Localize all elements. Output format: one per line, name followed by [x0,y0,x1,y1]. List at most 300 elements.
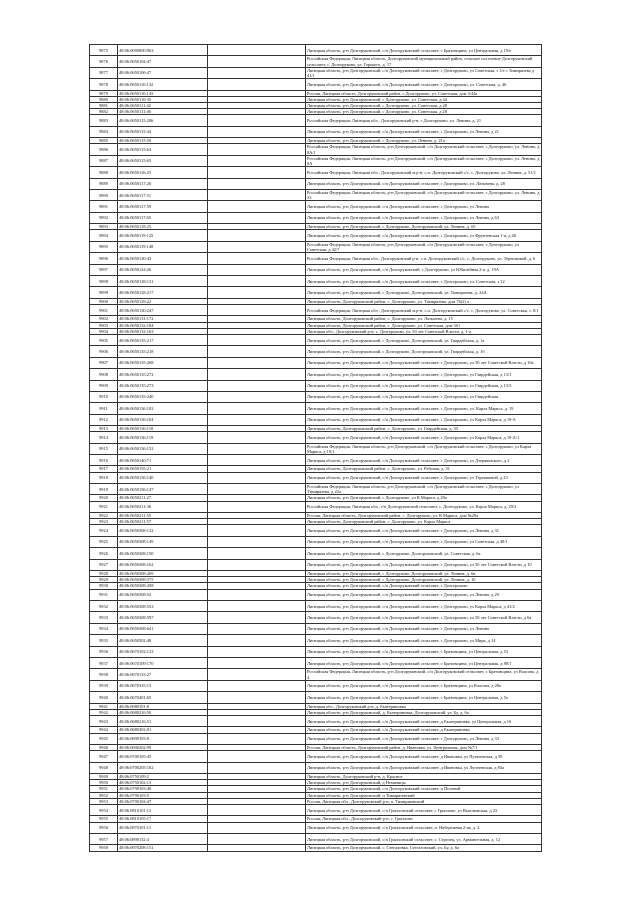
row-number-cell: 9938 [90,669,118,680]
row-number-cell: 9941 [90,703,118,709]
row-number-cell: 9876 [90,56,118,67]
address-cell: Липецкая область, р-н Долгоруковский, с/п Грызловский сельсовет, с Грызлово, ул Выгоновская, д 23 [306,804,542,815]
empty-cell [208,357,306,368]
table-row [90,241,542,252]
cadastral-number-cell: 48:06:0650128:217 [118,287,208,298]
table-row [90,751,542,762]
address-cell: Липецкая область, р-н Долгоруковский, с/п Долгоруковский сельсовет, с Долгоруково, ул Ленина, д 29 [306,589,542,600]
cadastral-number-cell: 48:06:0650136:152 [118,443,208,454]
row-number-cell: 9951 [90,786,118,792]
empty-cell [208,264,306,275]
row-number-cell: 9914 [90,432,118,443]
address-cell: Липецкая область, р-н Долгоруковский, с/п Долгоруковский сельсовет, с Долгоруково, ул Фрунзенская 1-я, д 46 [306,230,542,241]
table-row [90,201,542,212]
address-cell: Липецкая область, Долгоруковский район, с. Долгоруково, ул. Гвардейская, д. 35 [306,426,542,432]
cadastral-number-cell: 48:06:0650136:119 [118,432,208,443]
address-cell: Липецкая область, р-н Долгоруковский, с/п Долгоруковский сельсовет, п Полевой [306,786,542,792]
empty-cell [208,241,306,252]
cadastral-number-cell: 48:06:0650156:147 [118,484,208,495]
cadastral-number-cell: 48:06:0650308:553 [118,601,208,612]
cadastral-number-cell: 48:06:0650136:102 [118,403,208,414]
table-row [90,501,542,512]
cadastral-number-cell: 48:06:0650124:26 [118,264,208,275]
cadastral-number-cell: 48:06:0650130:247 [118,304,208,315]
address-cell: Липецкая область, р-н Долгоруковский, с Долгоруково, ул. Советская, д 28 [306,103,542,109]
cadastral-number-cell: 48:06:0680302:81 [118,727,208,733]
row-number-cell: 9905 [90,334,118,345]
row-number-cell: 9922 [90,513,118,519]
cadastral-number-cell: 48:06:0680101:8 [118,703,208,709]
address-cell: Липецкая область, р-н Долгоруковский, с/п Долгоруковский сельсовет, с Долгоруково, ул. Советская, з 12 [306,275,542,286]
address-cell: Липецкая обл., Долгоруковский р-н, с. Долгоруково, ул. 50 лет Советской Власти, д. 1-а [306,328,542,334]
address-cell: Липецкая область, р-н Долгоруковский, с/п Грызловский сельсовет, п. Набережная 2-ая, д. 2 [306,822,542,833]
cadastral-number-cell: 48:06:0670401:65 [118,692,208,703]
table-row [90,692,542,703]
empty-cell [208,536,306,547]
empty-cell [208,484,306,495]
address-cell: Российская Федерация, Липецкая обл., Долгоруковский р-н, с Долгоруково, ул. Ленина, д. 21 [306,115,542,126]
address-cell: Липецкая область, р-н Долгоруковский, с/п Долгоруковский сельсовет, с Долгоруково, ул Карла Маркса, д 41/2 [306,601,542,612]
table-row [90,472,542,483]
row-number-cell: 9957 [90,833,118,844]
row-number-cell: 9939 [90,680,118,691]
cadastral-number-cell: 48:06:0650211:36 [118,501,208,512]
address-cell: Липецкая область, р-н Долгоруковский, д Неманицы [306,780,542,786]
address-cell: Липецкая область, р-н Долгоруковский, с Долгоруково, ул. Советская, д 44 [306,96,542,102]
cadastral-number-cell: 48:06:0670335:15 [118,680,208,691]
row-number-cell: 9918 [90,472,118,483]
address-cell: Липецкая область, р-н Долгоруковский, с/п Долгоруковский сельсовет, д Ивановка, ул Пугачевская, д 39 [306,751,542,762]
address-cell: Российская Федерация, Липецкая область, Долгоруковский муниципальный район, сельское поселение Долгоруковский сельсовет, с. Долгоруково, ул. Горького, д. 17 [306,56,542,67]
table-row [90,275,542,286]
row-number-cell: 9932 [90,601,118,612]
address-cell: Липецкая область, р-н Долгоруковский, с/п Долгоруковский сельсовет, с Братовщина, ул Центральная, д 53 [306,646,542,657]
row-number-cell: 9958 [90,845,118,851]
row-number-cell: 9915 [90,443,118,454]
table-row [90,669,542,680]
empty-cell [208,646,306,657]
row-number-cell: 9879 [90,90,118,96]
cadastral-number-cell: 48:06:0650155:21 [118,466,208,472]
address-cell: Липецкая область, р-н Долгоруковский, с Долгоруково, Долгоруковский, ул. Ленина, д. 10 [306,577,542,583]
address-cell: Липецкая область, р-н Долгоруковский, с/п Долгоруковский сельсовет, с Братовщина, ул Центральная, д 88/1 [306,657,542,668]
cadastral-number-cell: 48:06:0650308:458 [118,583,208,589]
row-number-cell: 9911 [90,403,118,414]
row-number-cell: 9896 [90,253,118,264]
table-row [90,391,542,402]
address-cell: Липецкая область, Долгоруковский район, с. Долгоруково, ул. Лазычева, д. 15 [306,316,542,322]
cadastral-number-cell: 48:06:0650136:104 [118,414,208,425]
cadastral-number-cell: 48:06:0970208:151 [118,845,208,851]
empty-cell [208,253,306,264]
address-cell: Россия, Липецкая область, Долгоруковский район, д. Ивановка, ул. Центральная, дом №7/1 [306,744,542,750]
table-row [90,115,542,126]
cadastral-number-cell: 48:06:0650119:125 [118,230,208,241]
cadastral-number-cell: 48:06:0750109:2 [118,773,208,779]
table-row [90,646,542,657]
address-cell: Липецкая область, Долгоруковский район, с. Долгоруково, ул. Тимирязева, дом 76(2) а [306,298,542,304]
cadastral-number-cell: 48:06:0650211:27 [118,495,208,501]
cadastral-number-cell: 48:06:0650115:50 [118,138,208,144]
row-number-cell: 9946 [90,744,118,750]
row-number-cell: 9883 [90,115,118,126]
address-cell: Липецкая область, р-н Долгоруковский, с Долгоруково, ул. Ленина, д. 21а [306,138,542,144]
address-cell: Липецкая область, р-н Долгоруковский, с Долгоруково, Долгоруковский, ул. Гвардейская, д. 1а [306,334,542,345]
empty-cell [208,115,306,126]
table-row [90,230,542,241]
cadastral-number-cell: 48:06:0650111:42 [118,103,208,109]
empty-cell [208,45,306,56]
row-number-cell: 9897 [90,264,118,275]
address-cell: Липецкая область, р-н Долгоруковский, с/п Долгоруковский сельсовет, с Долгоруково, ул Ленина, д 21 [306,126,542,137]
cadastral-number-cell: 48:06:0650308:122 [118,525,208,536]
cadastral-number-cell: 48:06:0650308:269 [118,571,208,577]
row-number-cell: 9949 [90,773,118,779]
empty-cell [208,287,306,298]
address-cell: Липецкая область, р-н Долгоруковский, с Долгоруково, Долгоруковский, ул. Советская, д. 6а [306,548,542,559]
address-cell: Липецкая обл., Долгоруковский р-н, д. Екатериновка [306,703,542,709]
empty-cell [208,822,306,833]
row-number-cell: 9910 [90,391,118,402]
empty-cell [208,525,306,536]
row-number-cell: 9948 [90,762,118,773]
cadastral-number-cell: 48:06:0650308:641 [118,623,208,634]
row-number-cell: 9954 [90,804,118,815]
table-row [90,56,542,67]
cadastral-number-cell: 48:06:0650135:268 [118,357,208,368]
table-row [90,762,542,773]
address-cell: Липецкая область, р-н Долгоруковский, с/п Долгоруковский сельсовет, с Долгоруково, ул 50 лет Советской Власти, д 10 [306,559,542,570]
address-cell: Липецкая область, р-н Долгоруковский, с/п Долгоруковский сельсовет, с Долгоруково, ул Гвардейская, д 13/1 [306,369,542,380]
cadastral-number-cell: 48:06:0650211:55 [118,513,208,519]
cadastral-number-cell: 48:06:0650115:206 [118,115,208,126]
row-number-cell: 9885 [90,138,118,144]
row-number-cell: 9886 [90,144,118,155]
table-row [90,715,542,726]
row-number-cell: 9887 [90,155,118,166]
cadastral-number-cell: 48:06:0650104:47 [118,56,208,67]
cadastral-number-cell: 48:06:0650308:162 [118,559,208,570]
row-number-cell: 9891 [90,201,118,212]
table-row [90,357,542,368]
row-number-cell: 9902 [90,316,118,322]
row-number-cell: 9906 [90,346,118,357]
cadastral-number-cell: 48:06:0650136:118 [118,426,208,432]
empty-cell [208,751,306,762]
address-cell: Липецкая область, р-н Долгоруковский, с/п Долгоруковский сельсовет, с Долгоруково, ул Терешковой, д 23 [306,472,542,483]
table-row [90,287,542,298]
address-cell: Липецкая область, р-н Долгоруковский, с/п Долгоруковский сельсовет, с Долгоруково, ул 50 лет Советской Власти, д 6а [306,612,542,623]
cadastral-number-cell: 48:06:0650135:217 [118,334,208,345]
cadastral-number-cell: 48:06:0670133:27 [118,669,208,680]
empty-cell [208,472,306,483]
cadastral-number-cell: 48:06:0650118:25 [118,224,208,230]
empty-cell [208,230,306,241]
row-number-cell: 9901 [90,304,118,315]
cadastral-number-cell: 48:06:0650135:272 [118,369,208,380]
table-row [90,833,542,844]
empty-cell [208,692,306,703]
table-row [90,432,542,443]
cadastral-number-cell: 48:06:0650110:143 [118,90,208,96]
row-number-cell: 9894 [90,230,118,241]
table-row [90,601,542,612]
row-number-cell: 9953 [90,798,118,804]
cadastral-number-cell: 48:06:0810105:17 [118,816,208,822]
address-cell: Липецкая область, р-н Долгоруковский, с/п Грызловский сельсовет, с. Стрелец, ул. Армавтельная, д. 12 [306,833,542,844]
row-number-cell: 9929 [90,577,118,583]
address-cell: Липецкая область, р-н Долгоруковский, с/п Долгоруковский сельсовет, с Долгоруково, ул Гвардейская [306,391,542,402]
address-cell: Липецкая область, Долгоруковский район, с. Долгоруково, ул. Рабочая, д. 31 [306,466,542,472]
empty-cell [208,455,306,466]
row-number-cell: 9947 [90,751,118,762]
empty-cell [208,715,306,726]
row-number-cell: 9926 [90,548,118,559]
address-cell: Липецкая область, р-н Долгоруковский, с/п Долгоруковский сельсовет, с Долгоруково, ул 50 лет Советской Власти, д 10а [306,357,542,368]
row-number-cell: 9928 [90,571,118,577]
address-cell: Российская Федерация, Липецкая обл., Долгоруковский м.р-н, с.п. Долгоруковский с/с, с. Долгоруково, ул. Ленина, д. 51/1 [306,167,542,178]
cadastral-number-cell: 48:06:0650117:59 [118,201,208,212]
cadastral-number-cell: 48:06:0690103:8 [118,733,208,744]
cadastral-number-cell: 48:06:0650135:273 [118,380,208,391]
table-row [90,369,542,380]
address-cell: Липецкая область, р-н Долгоруковский, с/п Долгоруковский сельсовет, с Долгоруково, ул. Советская, д. 46 [306,79,542,90]
cadastral-number-cell: 48:06:0650308:150 [118,548,208,559]
table-row [90,45,542,56]
cadastral-number-cell: 48:06:0650156:140 [118,472,208,483]
cadastral-number-cell: 48:06:0750102:13 [118,780,208,786]
empty-cell [208,804,306,815]
cadastral-number-cell: 48:06:0670109:170 [118,657,208,668]
table-row [90,635,542,646]
table-row [90,536,542,547]
table-row [90,264,542,275]
cadastral-number-cell: 48:06:0650117:51 [118,189,208,200]
cadastral-number-cell: 48:06:0650308:149 [118,536,208,547]
address-cell: Липецкая область, р-н Долгоруковский, с/п Долгоруковский сельсовет, с Долгоруково, ул Мира, д 14 [306,635,542,646]
row-number-cell: 9893 [90,224,118,230]
cadastral-number-cell: 48:06:0650502:48 [118,635,208,646]
cadastral-number-cell: 48:06:0650115:65 [118,155,208,166]
address-cell: Липецкая область, р-н Долгоруковский, с/п Долгоруковский сельсовет, с Долгоруково, ул. Лазычева, д. 28 [306,178,542,189]
cadastral-number-cell: 48:06:0670102:123 [118,646,208,657]
empty-cell [208,601,306,612]
table-row [90,559,542,570]
address-cell: Липецкая область, р-н Долгоруковский, с Долгоруково, ул. Советская, д 28 [306,109,542,115]
table-row [90,845,542,851]
row-number-cell: 9877 [90,67,118,78]
empty-cell [208,144,306,155]
table-row [90,680,542,691]
address-cell: Липецкая область, р-н Долгоруковский, с/п Долгоруковский сельсовет, с Братовщина, ул Власова, д 28а [306,680,542,691]
empty-cell [208,79,306,90]
row-number-cell: 9912 [90,414,118,425]
address-cell: Липецкая область, р-н Долгоруковский, с Долгоруково, ул К.Маркса, д 29а [306,495,542,501]
cadastral-number-cell: 48:06:0890132:4 [118,833,208,844]
address-cell: Липецкая область, р-н Долгоруковский, с/п Долгоруковский сельсовет, с Долгоруково, ул Карла Маркса, д 19-А [306,414,542,425]
table-row [90,334,542,345]
row-number-cell: 9884 [90,126,118,137]
empty-cell [208,346,306,357]
cadastral-number-cell: 48:06:0650111:46 [118,109,208,115]
row-number-cell: 9913 [90,426,118,432]
address-cell: Российская Федерация, Липецкая область, р-н Долгоруковский, с/п Долгоруковский сельсовет, с Долгоруково, ул Карла Маркса, д 19/1 [306,443,542,454]
address-cell: Липецкая область, Долгоруковский район, с. Долгоруково, ул. Карла Маркса [306,519,542,525]
address-cell: Липецкая область, р-н Долгоруковский, с/п Долгоруковский сельсовет, с Долгоруково, ул Ленина, д 33 [306,733,542,744]
address-cell: Липецкая область, р-н Долгоруковский, с. Стегаловка, Стегаловский, ул. Бу, д. 6а [306,845,542,851]
empty-cell [208,334,306,345]
row-number-cell: 9925 [90,536,118,547]
address-cell: Липецкая область, р-н Долгоруковский, с/п Долгоруковский сельсовет, с Долгоруково, ул Ленина [306,201,542,212]
cadastral-number-cell: 48:06:0650119:148 [118,241,208,252]
address-cell: Липецкая область, р-н Долгоруковский, с/п Долгоруковский сельсовет, с Долгоруково, ул Ленина [306,623,542,634]
row-number-cell: 9916 [90,455,118,466]
cadastral-number-cell: 48:06:0650132:184 [118,322,208,328]
row-number-cell: 9942 [90,709,118,715]
row-number-cell: 9882 [90,109,118,115]
cadastral-number-cell: 48:06:0690202:99 [118,744,208,750]
address-cell: Россия, Липецкая обл., Долгоруковский р-н, п. Тимирязевский [306,798,542,804]
address-cell: Липецкая область, р-н Долгоруковский, с/п Долгоруковский сельсовет, с Долгоруково, ул Ленина, д 63 [306,212,542,223]
cadastral-number-cell: 48:06:0650115:64 [118,144,208,155]
empty-cell [208,833,306,844]
cadastral-number-cell: 48:06:0650211:57 [118,519,208,525]
cadastral-number-cell: 48:06:0650140:71 [118,455,208,466]
row-number-cell: 9931 [90,589,118,600]
table-row [90,346,542,357]
table-row [90,804,542,815]
address-cell: Российская Федерация, Липецкая область, р-н Долгоруковский, с/п Долгоруковский сельсовет, с Долгоруково, ул. Ленина, д 8А [306,155,542,166]
table-row [90,167,542,178]
row-number-cell: 9943 [90,715,118,726]
registry-table-body [90,45,542,852]
empty-cell [208,178,306,189]
table-row [90,126,542,137]
address-cell: Российская Федерация, Липецкая обл., Долгоруковский р-н, с.п. Долгоруковский с/с, с. Долгоруково, ул. Терешковой, д. 6 [306,253,542,264]
empty-cell [208,432,306,443]
row-number-cell: 9889 [90,178,118,189]
row-number-cell: 9924 [90,525,118,536]
address-cell: Липецкая область, Долгоруковский р-н, д. Красное [306,773,542,779]
table-row [90,822,542,833]
cadastral-number-cell: 48:06:0810101:12 [118,804,208,815]
address-cell: Липецкая область, р-н Долгоруковский, с/п Долгоруковский сельсовет, с Долгоруково, ул Карла Маркса, д 19-А/1 [306,432,542,443]
table-row [90,525,542,536]
cadastral-number-cell: 48:06:0790104:47 [118,798,208,804]
cadastral-number-cell: 48:06:0650120:43 [118,253,208,264]
row-number-cell: 9899 [90,287,118,298]
table-row [90,189,542,200]
address-cell: Липецкая область, р-н Долгоруковский, с/п Долгоруковский сельсовет, с Долгоруково [306,583,542,589]
address-cell: Липецкая область, р-н Долгоруковский, с/п Долгоруковский сельсовет, с Долгоруково, ул Советская, з 1/е с Тимирязева д 41/1 [306,67,542,78]
table-row [90,144,542,155]
address-cell: Липецкая область, р-н Долгоруковский, с/п Долгоруковский сельсовет, д Екатериновка, ул Центральная, д 16 [306,715,542,726]
address-cell: Россия, Липецкая область, Долгоруковский район, с.Долгоруково, ул. Советская, дом 3/44а [306,90,542,96]
address-cell: Российская Федерация, Липецкая область, р-н Долгоруковский, с/п Долгоруковский сельсовет, с Долгоруково, ул Советская, д 42/7 [306,241,542,252]
row-number-cell: 9944 [90,727,118,733]
row-number-cell: 9955 [90,816,118,822]
row-number-cell: 9909 [90,380,118,391]
table-row [90,304,542,315]
address-cell: Липецкая область, р-н Долгоруковский, с/п Долгоруковский, с Долгоруково, ул Юбилейная 2-я, д. 19А [306,264,542,275]
table-row [90,623,542,634]
empty-cell [208,167,306,178]
empty-cell [208,403,306,414]
row-number-cell: 9945 [90,733,118,744]
address-cell: Липецкая область, р-н Долгоруковский, с/п Долгоруковский сельсовет, д Екатериновка [306,727,542,733]
row-number-cell: 9934 [90,623,118,634]
empty-cell [208,548,306,559]
row-number-cell: 9903 [90,322,118,328]
empty-cell [208,380,306,391]
cadastral-number-cell: 48:06:0680216:51 [118,715,208,726]
table-row [90,67,542,78]
row-number-cell: 9956 [90,822,118,833]
table-row [90,212,542,223]
cadastral-number-cell: 48:06:0650308:52 [118,589,208,600]
empty-cell [208,443,306,454]
table-row [90,443,542,454]
address-cell: Липецкая область, р-н Долгоруковский, с/п Долгоруковский сельсовет, д Ивановка, ул Лугачевская, д 84а [306,762,542,773]
empty-cell [208,680,306,691]
table-row [90,79,542,90]
table-row [90,253,542,264]
table-row [90,155,542,166]
address-cell: Липецкая область, р-н Долгоруковский, д. Екатериновка, Долгоруковский, ул. Бу, д. 6а [306,709,542,715]
empty-cell [208,391,306,402]
cadastral-number-cell: 48:06:0650308:375 [118,577,208,583]
empty-cell [208,762,306,773]
row-number-cell: 9950 [90,780,118,786]
row-number-cell: 9936 [90,646,118,657]
row-number-cell: 9888 [90,167,118,178]
row-number-cell: 9878 [90,79,118,90]
cadastral-number-cell: 48:06:0650132:163 [118,328,208,334]
row-number-cell: 9895 [90,241,118,252]
address-cell: Российская Федерация, Липецкая область, р-н Долгоруковский, с/п Долгоруковский сельсовет, с Долгоруково, ул. Ленина, д 33 [306,189,542,200]
empty-cell [208,657,306,668]
row-number-cell: 9904 [90,328,118,334]
address-cell: Российская Федерация, Липецкая область, р-н Долгоруковский, с/п Долгоруковский сельсовет, с Братовщина, ул Власова, д 4 [306,669,542,680]
empty-cell [208,189,306,200]
empty-cell [208,126,306,137]
cadastral-number-cell: 48:06:0650135:240 [118,391,208,402]
empty-cell [208,845,306,851]
address-cell: Липецкая область, р-н Долгоруковский, с Долгоруково, Долгоруковский, ул. Тимирязева, д. 24А [306,287,542,298]
cadastral-number-cell: 48:06:0650308:597 [118,612,208,623]
row-number-cell: 9933 [90,612,118,623]
empty-cell [208,67,306,78]
empty-cell [208,201,306,212]
empty-cell [208,623,306,634]
cadastral-number-cell: 48:06:0650110:132 [118,79,208,90]
address-cell: Липецкая область, р-н Долгоруковский, с Долгоруково, Долгоруковский, ул. Ленина, д. 6в [306,571,542,577]
row-number-cell: 9875 [90,45,118,56]
address-cell: Российская Федерация, Липецкая обл., Долгоруковский м.р-н, с.п. Долгоруковский с/с, с. Долгоруково, ул. Советская, з. 8/1 [306,304,542,315]
row-number-cell: 9935 [90,635,118,646]
row-number-cell: 9892 [90,212,118,223]
cadastral-number-cell: 48:06:0650116:25 [118,167,208,178]
empty-cell [208,589,306,600]
address-cell: Липецкая область, р-н Долгоруковский, с/п Долгоруковский сельсовет, с Долгоруково, ул Гвардейская, д 13/3 [306,380,542,391]
cadastral-number-cell: 48:06:0650135:218 [118,346,208,357]
table-row [90,657,542,668]
address-cell: Липецкая область, р-н Долгоруковский, с/п Долгоруковский сельсовет, с Братовщина, ул Центральная, д 5а [306,692,542,703]
empty-cell [208,733,306,744]
row-number-cell: 9923 [90,519,118,525]
table-row [90,178,542,189]
table-row [90,733,542,744]
